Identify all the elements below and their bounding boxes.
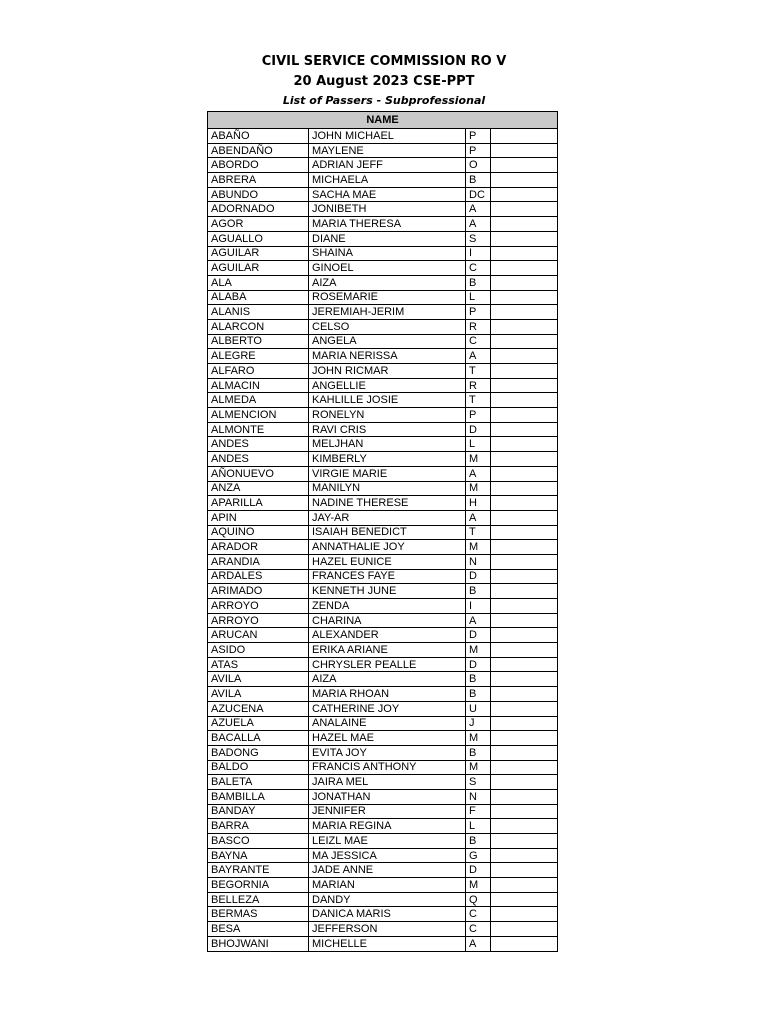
table-row [208, 173, 558, 188]
table-row [208, 775, 558, 790]
table-row [208, 202, 558, 217]
first-name-cell: AIZA [309, 275, 466, 290]
blank-cell [491, 452, 558, 467]
first-name-cell: JENNIFER [309, 804, 466, 819]
surname-cell: ALARCON [208, 319, 309, 334]
surname-cell: ALANIS [208, 305, 309, 320]
table-row [208, 275, 558, 290]
blank-cell [491, 466, 558, 481]
table-row [208, 672, 558, 687]
middle-initial-cell: M [466, 878, 491, 893]
table-row [208, 452, 558, 467]
middle-initial-cell: S [466, 231, 491, 246]
first-name-cell: KENNETH JUNE [309, 584, 466, 599]
first-name-cell: MARIA NERISSA [309, 349, 466, 364]
first-name-cell: JADE ANNE [309, 863, 466, 878]
table-row [208, 143, 558, 158]
table-row [208, 804, 558, 819]
first-name-cell: EVITA JOY [309, 745, 466, 760]
middle-initial-cell: B [466, 672, 491, 687]
blank-cell [491, 863, 558, 878]
table-row [208, 731, 558, 746]
table-row [208, 510, 558, 525]
first-name-cell: ANGELA [309, 334, 466, 349]
middle-initial-cell: H [466, 496, 491, 511]
middle-initial-cell: T [466, 393, 491, 408]
surname-cell: BAMBILLA [208, 789, 309, 804]
blank-cell [491, 892, 558, 907]
middle-initial-cell: B [466, 745, 491, 760]
first-name-cell: ZENDA [309, 599, 466, 614]
middle-initial-cell: C [466, 334, 491, 349]
first-name-cell: JOHN RICMAR [309, 364, 466, 379]
middle-initial-cell: G [466, 848, 491, 863]
blank-cell [491, 393, 558, 408]
blank-cell [491, 261, 558, 276]
middle-initial-cell: L [466, 819, 491, 834]
table-row [208, 290, 558, 305]
blank-cell [491, 922, 558, 937]
table-row [208, 437, 558, 452]
surname-cell: BAYNA [208, 848, 309, 863]
middle-initial-cell: C [466, 907, 491, 922]
table-row [208, 878, 558, 893]
first-name-cell: DANDY [309, 892, 466, 907]
blank-cell [491, 364, 558, 379]
table-row [208, 819, 558, 834]
table-header-row [208, 112, 558, 129]
surname-cell: ALBERTO [208, 334, 309, 349]
table-row [208, 422, 558, 437]
middle-initial-cell: L [466, 290, 491, 305]
middle-initial-cell: M [466, 540, 491, 555]
middle-initial-cell: C [466, 261, 491, 276]
middle-initial-cell: N [466, 789, 491, 804]
blank-cell [491, 334, 558, 349]
list-subtitle: List of Passers - Subprofessional [282, 94, 486, 107]
surname-cell: ALA [208, 275, 309, 290]
blank-cell [491, 290, 558, 305]
blank-cell [491, 687, 558, 702]
middle-initial-cell: M [466, 481, 491, 496]
surname-cell: BHOJWANI [208, 936, 309, 951]
surname-cell: ARROYO [208, 613, 309, 628]
surname-cell: ARDALES [208, 569, 309, 584]
blank-cell [491, 569, 558, 584]
middle-initial-cell: B [466, 173, 491, 188]
table-row [208, 922, 558, 937]
middle-initial-cell: R [466, 378, 491, 393]
first-name-cell: CHARINA [309, 613, 466, 628]
first-name-cell: HAZEL EUNICE [309, 554, 466, 569]
middle-initial-cell: T [466, 525, 491, 540]
table-row [208, 319, 558, 334]
table-row [208, 613, 558, 628]
table-row [208, 246, 558, 261]
table-row [208, 349, 558, 364]
blank-cell [491, 275, 558, 290]
table-row [208, 408, 558, 423]
surname-cell: AVILA [208, 672, 309, 687]
first-name-cell: JOHN MICHAEL [309, 129, 466, 144]
table-row [208, 687, 558, 702]
surname-cell: ARIMADO [208, 584, 309, 599]
surname-cell: ALABA [208, 290, 309, 305]
middle-initial-cell: M [466, 760, 491, 775]
middle-initial-cell: A [466, 202, 491, 217]
blank-cell [491, 173, 558, 188]
middle-initial-cell: T [466, 364, 491, 379]
surname-cell: AGOR [208, 217, 309, 232]
blank-cell [491, 246, 558, 261]
blank-cell [491, 319, 558, 334]
middle-initial-cell: L [466, 437, 491, 452]
surname-cell: AZUELA [208, 716, 309, 731]
first-name-cell: ANNATHALIE JOY [309, 540, 466, 555]
first-name-cell: SACHA MAE [309, 187, 466, 202]
first-name-cell: RAVI CRIS [309, 422, 466, 437]
blank-cell [491, 716, 558, 731]
first-name-cell: ROSEMARIE [309, 290, 466, 305]
first-name-cell: JEREMIAH-JERIM [309, 305, 466, 320]
blank-cell [491, 158, 558, 173]
middle-initial-cell: M [466, 731, 491, 746]
table-row [208, 584, 558, 599]
table-row [208, 716, 558, 731]
first-name-cell: KAHLILLE JOSIE [309, 393, 466, 408]
blank-cell [491, 129, 558, 144]
surname-cell: ARANDIA [208, 554, 309, 569]
middle-initial-cell: C [466, 922, 491, 937]
middle-initial-cell: B [466, 834, 491, 849]
surname-cell: AZUCENA [208, 701, 309, 716]
table-row [208, 745, 558, 760]
blank-cell [491, 599, 558, 614]
surname-cell: ALMEDA [208, 393, 309, 408]
middle-initial-cell: N [466, 554, 491, 569]
first-name-cell: SHAINA [309, 246, 466, 261]
blank-cell [491, 481, 558, 496]
table-row [208, 496, 558, 511]
surname-cell: APIN [208, 510, 309, 525]
surname-cell: ABORDO [208, 158, 309, 173]
table-row [208, 628, 558, 643]
first-name-cell: FRANCIS ANTHONY [309, 760, 466, 775]
first-name-cell: JAY-AR [309, 510, 466, 525]
surname-cell: ARADOR [208, 540, 309, 555]
blank-cell [491, 760, 558, 775]
table-row [208, 481, 558, 496]
surname-cell: ABENDAÑO [208, 143, 309, 158]
surname-cell: ABRERA [208, 173, 309, 188]
middle-initial-cell: D [466, 569, 491, 584]
table-row [208, 848, 558, 863]
exam-date-title: 20 August 2023 CSE-PPT [293, 74, 475, 89]
surname-cell: ALEGRE [208, 349, 309, 364]
blank-cell [491, 187, 558, 202]
surname-cell: ARUCAN [208, 628, 309, 643]
table-row [208, 936, 558, 951]
blank-cell [491, 496, 558, 511]
blank-cell [491, 349, 558, 364]
blank-cell [491, 789, 558, 804]
middle-initial-cell: P [466, 408, 491, 423]
table-row [208, 760, 558, 775]
table-row [208, 364, 558, 379]
middle-initial-cell: S [466, 775, 491, 790]
blank-cell [491, 422, 558, 437]
middle-initial-cell: M [466, 452, 491, 467]
surname-cell: BAYRANTE [208, 863, 309, 878]
first-name-cell: ISAIAH BENEDICT [309, 525, 466, 540]
table-row [208, 305, 558, 320]
blank-cell [491, 745, 558, 760]
table-row [208, 907, 558, 922]
table-row [208, 466, 558, 481]
table-row [208, 393, 558, 408]
surname-cell: BACALLA [208, 731, 309, 746]
blank-cell [491, 378, 558, 393]
table-row [208, 701, 558, 716]
surname-cell: BALDO [208, 760, 309, 775]
middle-initial-cell: DC [466, 187, 491, 202]
table-body [208, 129, 558, 952]
blank-cell [491, 701, 558, 716]
blank-cell [491, 907, 558, 922]
table-row [208, 892, 558, 907]
table-row [208, 261, 558, 276]
blank-cell [491, 936, 558, 951]
surname-cell: ASIDO [208, 643, 309, 658]
middle-initial-cell: P [466, 129, 491, 144]
surname-cell: ALMENCION [208, 408, 309, 423]
first-name-cell: MELJHAN [309, 437, 466, 452]
middle-initial-cell: D [466, 657, 491, 672]
middle-initial-cell: B [466, 584, 491, 599]
first-name-cell: AIZA [309, 672, 466, 687]
blank-cell [491, 584, 558, 599]
surname-cell: ANDES [208, 437, 309, 452]
blank-cell [491, 848, 558, 863]
first-name-cell: FRANCES FAYE [309, 569, 466, 584]
passers-table [207, 111, 558, 952]
surname-cell: ALFARO [208, 364, 309, 379]
first-name-cell: ADRIAN JEFF [309, 158, 466, 173]
surname-cell: AGUALLO [208, 231, 309, 246]
first-name-cell: GINOEL [309, 261, 466, 276]
first-name-cell: LEIZL MAE [309, 834, 466, 849]
surname-cell: BALETA [208, 775, 309, 790]
surname-cell: ALMACIN [208, 378, 309, 393]
middle-initial-cell: P [466, 305, 491, 320]
blank-cell [491, 510, 558, 525]
first-name-cell: CATHERINE JOY [309, 701, 466, 716]
blank-cell [491, 775, 558, 790]
surname-cell: ANDES [208, 452, 309, 467]
table-row [208, 863, 558, 878]
surname-cell: BERMAS [208, 907, 309, 922]
table-row [208, 643, 558, 658]
middle-initial-cell: A [466, 466, 491, 481]
first-name-cell: KIMBERLY [309, 452, 466, 467]
first-name-cell: JONIBETH [309, 202, 466, 217]
table-row [208, 217, 558, 232]
middle-initial-cell: I [466, 599, 491, 614]
table-row [208, 599, 558, 614]
blank-cell [491, 143, 558, 158]
middle-initial-cell: A [466, 936, 491, 951]
surname-cell: BELLEZA [208, 892, 309, 907]
first-name-cell: ERIKA ARIANE [309, 643, 466, 658]
middle-initial-cell: D [466, 863, 491, 878]
blank-cell [491, 643, 558, 658]
first-name-cell: MANILYN [309, 481, 466, 496]
blank-cell [491, 408, 558, 423]
surname-cell: BASCO [208, 834, 309, 849]
surname-cell: AQUINO [208, 525, 309, 540]
blank-cell [491, 305, 558, 320]
surname-cell: APARILLA [208, 496, 309, 511]
surname-cell: ABAÑO [208, 129, 309, 144]
table-row [208, 834, 558, 849]
surname-cell: BADONG [208, 745, 309, 760]
first-name-cell: CHRYSLER PEALLE [309, 657, 466, 672]
middle-initial-cell: B [466, 687, 491, 702]
middle-initial-cell: A [466, 217, 491, 232]
first-name-cell: MARIA THERESA [309, 217, 466, 232]
first-name-cell: HAZEL MAE [309, 731, 466, 746]
surname-cell: AVILA [208, 687, 309, 702]
table-row [208, 540, 558, 555]
surname-cell: ADORNADO [208, 202, 309, 217]
table-row [208, 525, 558, 540]
blank-cell [491, 731, 558, 746]
table-row [208, 231, 558, 246]
middle-initial-cell: D [466, 422, 491, 437]
table-row [208, 569, 558, 584]
first-name-cell: ALEXANDER [309, 628, 466, 643]
first-name-cell: MARIA REGINA [309, 819, 466, 834]
first-name-cell: NADINE THERESE [309, 496, 466, 511]
table-row [208, 334, 558, 349]
middle-initial-cell: A [466, 510, 491, 525]
surname-cell: AGUILAR [208, 246, 309, 261]
blank-cell [491, 217, 558, 232]
middle-initial-cell: U [466, 701, 491, 716]
first-name-cell: JONATHAN [309, 789, 466, 804]
blank-cell [491, 819, 558, 834]
surname-cell: BESA [208, 922, 309, 937]
surname-cell: ATAS [208, 657, 309, 672]
middle-initial-cell: R [466, 319, 491, 334]
surname-cell: ARROYO [208, 599, 309, 614]
middle-initial-cell: P [466, 143, 491, 158]
table-row [208, 158, 558, 173]
first-name-cell: JEFFERSON [309, 922, 466, 937]
first-name-cell: ANALAINE [309, 716, 466, 731]
first-name-cell: CELSO [309, 319, 466, 334]
surname-cell: BARRA [208, 819, 309, 834]
blank-cell [491, 657, 558, 672]
first-name-cell: RONELYN [309, 408, 466, 423]
blank-cell [491, 628, 558, 643]
first-name-cell: MARIAN [309, 878, 466, 893]
first-name-cell: MICHAELA [309, 173, 466, 188]
surname-cell: AGUILAR [208, 261, 309, 276]
blank-cell [491, 804, 558, 819]
surname-cell: ALMONTE [208, 422, 309, 437]
table-row [208, 554, 558, 569]
surname-cell: ABUNDO [208, 187, 309, 202]
middle-initial-cell: M [466, 643, 491, 658]
middle-initial-cell: D [466, 628, 491, 643]
middle-initial-cell: O [466, 158, 491, 173]
first-name-cell: JAIRA MEL [309, 775, 466, 790]
first-name-cell: VIRGIE MARIE [309, 466, 466, 481]
blank-cell [491, 878, 558, 893]
blank-cell [491, 554, 558, 569]
middle-initial-cell: A [466, 613, 491, 628]
document-title: CIVIL SERVICE COMMISSION RO V [261, 54, 507, 69]
table-row [208, 187, 558, 202]
middle-initial-cell: A [466, 349, 491, 364]
blank-cell [491, 540, 558, 555]
table-row [208, 129, 558, 144]
surname-cell: ANZA [208, 481, 309, 496]
table-row [208, 378, 558, 393]
table-row [208, 789, 558, 804]
table-row [208, 657, 558, 672]
first-name-cell: DANICA MARIS [309, 907, 466, 922]
blank-cell [491, 613, 558, 628]
surname-cell: BANDAY [208, 804, 309, 819]
middle-initial-cell: F [466, 804, 491, 819]
first-name-cell: ANGELLIE [309, 378, 466, 393]
first-name-cell: DIANE [309, 231, 466, 246]
first-name-cell: MA JESSICA [309, 848, 466, 863]
middle-initial-cell: B [466, 275, 491, 290]
middle-initial-cell: I [466, 246, 491, 261]
blank-cell [491, 834, 558, 849]
blank-cell [491, 672, 558, 687]
surname-cell: BEGORNIA [208, 878, 309, 893]
name-column-header: NAME [208, 112, 558, 129]
first-name-cell: MAYLENE [309, 143, 466, 158]
surname-cell: AÑONUEVO [208, 466, 309, 481]
first-name-cell: MICHELLE [309, 936, 466, 951]
blank-cell [491, 231, 558, 246]
middle-initial-cell: J [466, 716, 491, 731]
first-name-cell: MARIA RHOAN [309, 687, 466, 702]
blank-cell [491, 202, 558, 217]
blank-cell [491, 525, 558, 540]
blank-cell [491, 437, 558, 452]
middle-initial-cell: Q [466, 892, 491, 907]
